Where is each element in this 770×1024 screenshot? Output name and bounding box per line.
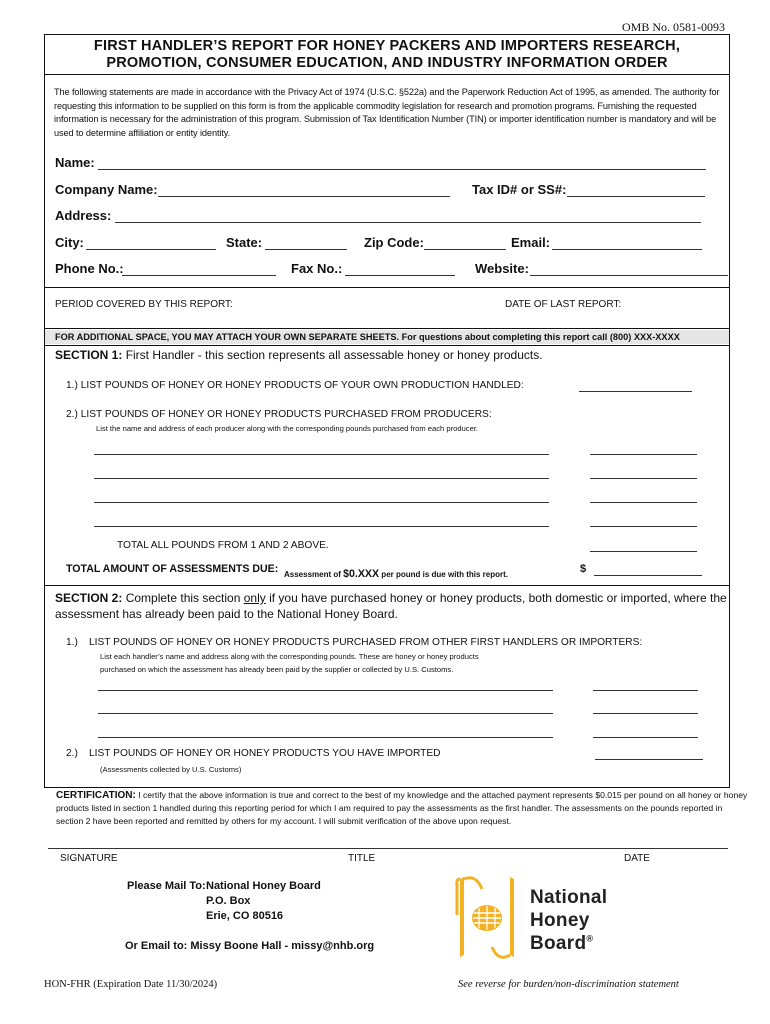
email-label: Email: xyxy=(511,235,551,250)
section-2-heading xyxy=(55,591,727,605)
section-1-heading xyxy=(55,348,543,362)
additional-space-notice: FOR ADDITIONAL SPACE, YOU MAY ATTACH YOUR OWN SEPARATE SHEETS. For questions about completing this report call (800) XXX-XXXX xyxy=(55,332,680,342)
producer-pounds-line[interactable] xyxy=(590,502,697,503)
total-assessments-label: TOTAL AMOUNT OF ASSESSMENTS DUE: xyxy=(66,563,279,575)
mail-city: Erie, CO 80516 xyxy=(206,910,284,922)
assessment-rate: $0.XXX xyxy=(343,568,380,580)
section-1-item-2: 2.) LIST POUNDS OF HONEY OR HONEY PRODUCTS PURCHASED FROM PRODUCERS: xyxy=(66,409,492,420)
section-2-post: if you have purchased honey or honey products, both domestic or imported, where the xyxy=(265,591,727,605)
fields-divider xyxy=(44,287,730,288)
handler-name-address-line[interactable] xyxy=(98,690,553,691)
city-field[interactable] xyxy=(86,249,216,250)
zip-code-label: Zip Code: xyxy=(364,235,424,250)
producer-pounds-line[interactable] xyxy=(590,454,697,455)
national-honey-board-logo xyxy=(454,875,624,961)
section-2-item-2-note: (Assessments collected by U.S. Customs) xyxy=(100,765,242,774)
section-divider xyxy=(44,585,730,586)
certification-line-2: products listed in section 1 handled during this reporting period for which I am required to pay the assessments as the first handler. The assessments on the pounds reported in xyxy=(56,803,723,813)
producer-pounds-line[interactable] xyxy=(590,478,697,479)
reverse-note: See reverse for burden/non-discrimination statement xyxy=(458,979,679,990)
section-1-item-2-note: List the name and address of each producer along with the corresponding pounds purchased from each producer. xyxy=(96,424,479,433)
handler-pounds-line[interactable] xyxy=(593,737,698,738)
handler-name-address-line[interactable] xyxy=(98,713,553,714)
section-2-item-1-number: 1.) xyxy=(66,637,78,648)
signature-label: SIGNATURE xyxy=(60,853,118,864)
logo-board-word: Board xyxy=(530,933,587,954)
section-2-pre: Complete this section xyxy=(125,591,244,605)
section-1-label: SECTION 1: xyxy=(55,348,123,362)
mail-po-box: P.O. Box xyxy=(206,895,251,907)
handler-name-address-line[interactable] xyxy=(98,737,553,738)
assessment-post: per pound is due with this report. xyxy=(379,570,508,579)
handler-pounds-line[interactable] xyxy=(593,713,698,714)
total-pounds-field[interactable] xyxy=(590,551,697,552)
fax-label: Fax No.: xyxy=(291,261,343,276)
logo-honey: Honey xyxy=(530,910,590,931)
imported-pounds-field[interactable] xyxy=(595,759,703,760)
certification-label: CERTIFICATION: xyxy=(56,790,136,801)
state-field[interactable] xyxy=(265,249,347,250)
address-label: Address: xyxy=(55,208,112,223)
title-label: TITLE xyxy=(348,853,376,864)
period-covered-label: PERIOD COVERED BY THIS REPORT: xyxy=(55,299,233,310)
privacy-statement: The following statements are made in accordance with the Privacy Act of 1974 (U.S.C. §522a) and the Paperwork Reduction Act of 1995, as amended. The authority for requesting this information to be supplied on this form is from the applicable commodity legislation for research and promotion programs. Furnishing the requested information is necessary for the administration of this program. Submission of Tax Identification Number (TIN) or importer identification number is mandatory and will be used to determine affiliation or entity identity. xyxy=(54,87,720,138)
producer-name-address-line[interactable] xyxy=(94,502,549,503)
section-2-item-1-note-2: purchased on which the assessment has already been paid by the supplier or collected by U.S. Customs. xyxy=(100,665,454,674)
date-of-last-report-label: DATE OF LAST REPORT: xyxy=(505,299,622,310)
section-2-item-2-number: 2.) xyxy=(66,748,78,759)
certification-line-3: section 2 have been reported and remitted by others for my account. I will submit verification of the above upon request. xyxy=(56,816,512,826)
section-2-item-1-note-1: List each handler’s name and address along with the corresponding pounds. These are honey or honey products xyxy=(100,652,479,661)
signature-line[interactable] xyxy=(48,848,728,849)
logo-board xyxy=(530,933,593,955)
producer-name-address-line[interactable] xyxy=(94,478,549,479)
city-label: City: xyxy=(55,235,84,250)
state-label: State: xyxy=(226,235,263,250)
tax-id-field[interactable] xyxy=(567,196,705,197)
omb-number: OMB No. 0581-0093 xyxy=(622,20,726,34)
section-2-item-2: LIST POUNDS OF HONEY OR HONEY PRODUCTS YOU HAVE IMPORTED xyxy=(89,748,441,759)
certification-line-1 xyxy=(56,790,747,801)
assessment-pre: Assessment of xyxy=(284,570,344,579)
certification-text-1: I certify that the above information is true and correct to the best of my knowledge and the attached payment represents $0.015 per pound on all honey or honey xyxy=(135,790,748,800)
fax-field[interactable] xyxy=(345,275,455,276)
phone-field[interactable] xyxy=(122,275,276,276)
section-2-only: only xyxy=(243,591,266,605)
website-label: Website: xyxy=(475,261,529,276)
email-field[interactable] xyxy=(552,249,702,250)
total-pounds-label: TOTAL ALL POUNDS FROM 1 AND 2 ABOVE. xyxy=(117,540,329,551)
date-label: DATE xyxy=(624,853,650,864)
form-title-line-2: PROMOTION, CONSUMER EDUCATION, AND INDUSTRY INFORMATION ORDER xyxy=(106,55,668,71)
producer-name-address-line[interactable] xyxy=(94,526,549,527)
section-2-heading-line-2: assessment has already been paid to the National Honey Board. xyxy=(55,607,398,621)
section-1-description: First Handler - this section represents all assessable honey or honey products. xyxy=(125,348,543,362)
email-contact[interactable]: Or Email to: Missy Boone Hall - missy@nhb.org xyxy=(125,940,375,952)
website-field[interactable] xyxy=(530,275,728,276)
mail-to-label: Please Mail To: xyxy=(127,880,206,892)
period-divider xyxy=(44,328,730,329)
title-divider xyxy=(44,74,730,75)
section-2-label: SECTION 2: xyxy=(55,591,123,605)
zip-code-field[interactable] xyxy=(424,249,506,250)
logo-registered: ® xyxy=(586,933,594,944)
company-name-label: Company Name: xyxy=(55,182,158,197)
form-expiration: HON-FHR (Expiration Date 11/30/2024) xyxy=(44,979,218,990)
producer-name-address-line[interactable] xyxy=(94,454,549,455)
mail-org: National Honey Board xyxy=(206,880,321,892)
own-production-pounds-field[interactable] xyxy=(579,391,692,392)
assessment-rate-note xyxy=(284,564,508,582)
logo-national: National xyxy=(530,887,608,908)
dollar-sign: $ xyxy=(580,563,587,575)
tax-id-label: Tax ID# or SS#: xyxy=(472,182,567,197)
company-name-field[interactable] xyxy=(158,196,450,197)
address-field[interactable] xyxy=(115,222,701,223)
notice-divider xyxy=(44,345,730,346)
phone-label: Phone No.: xyxy=(55,261,124,276)
section-2-item-1: LIST POUNDS OF HONEY OR HONEY PRODUCTS PURCHASED FROM OTHER FIRST HANDLERS OR IMPORTERS: xyxy=(89,637,643,648)
name-field[interactable] xyxy=(98,169,706,170)
total-assessments-field[interactable] xyxy=(594,575,702,576)
name-label: Name: xyxy=(55,155,95,170)
handler-pounds-line[interactable] xyxy=(593,690,698,691)
section-1-item-1: 1.) LIST POUNDS OF HONEY OR HONEY PRODUCTS OF YOUR OWN PRODUCTION HANDLED: xyxy=(66,380,524,391)
producer-pounds-line[interactable] xyxy=(590,526,697,527)
form-title-line-1: FIRST HANDLER’S REPORT FOR HONEY PACKERS AND IMPORTERS RESEARCH, xyxy=(93,38,681,54)
